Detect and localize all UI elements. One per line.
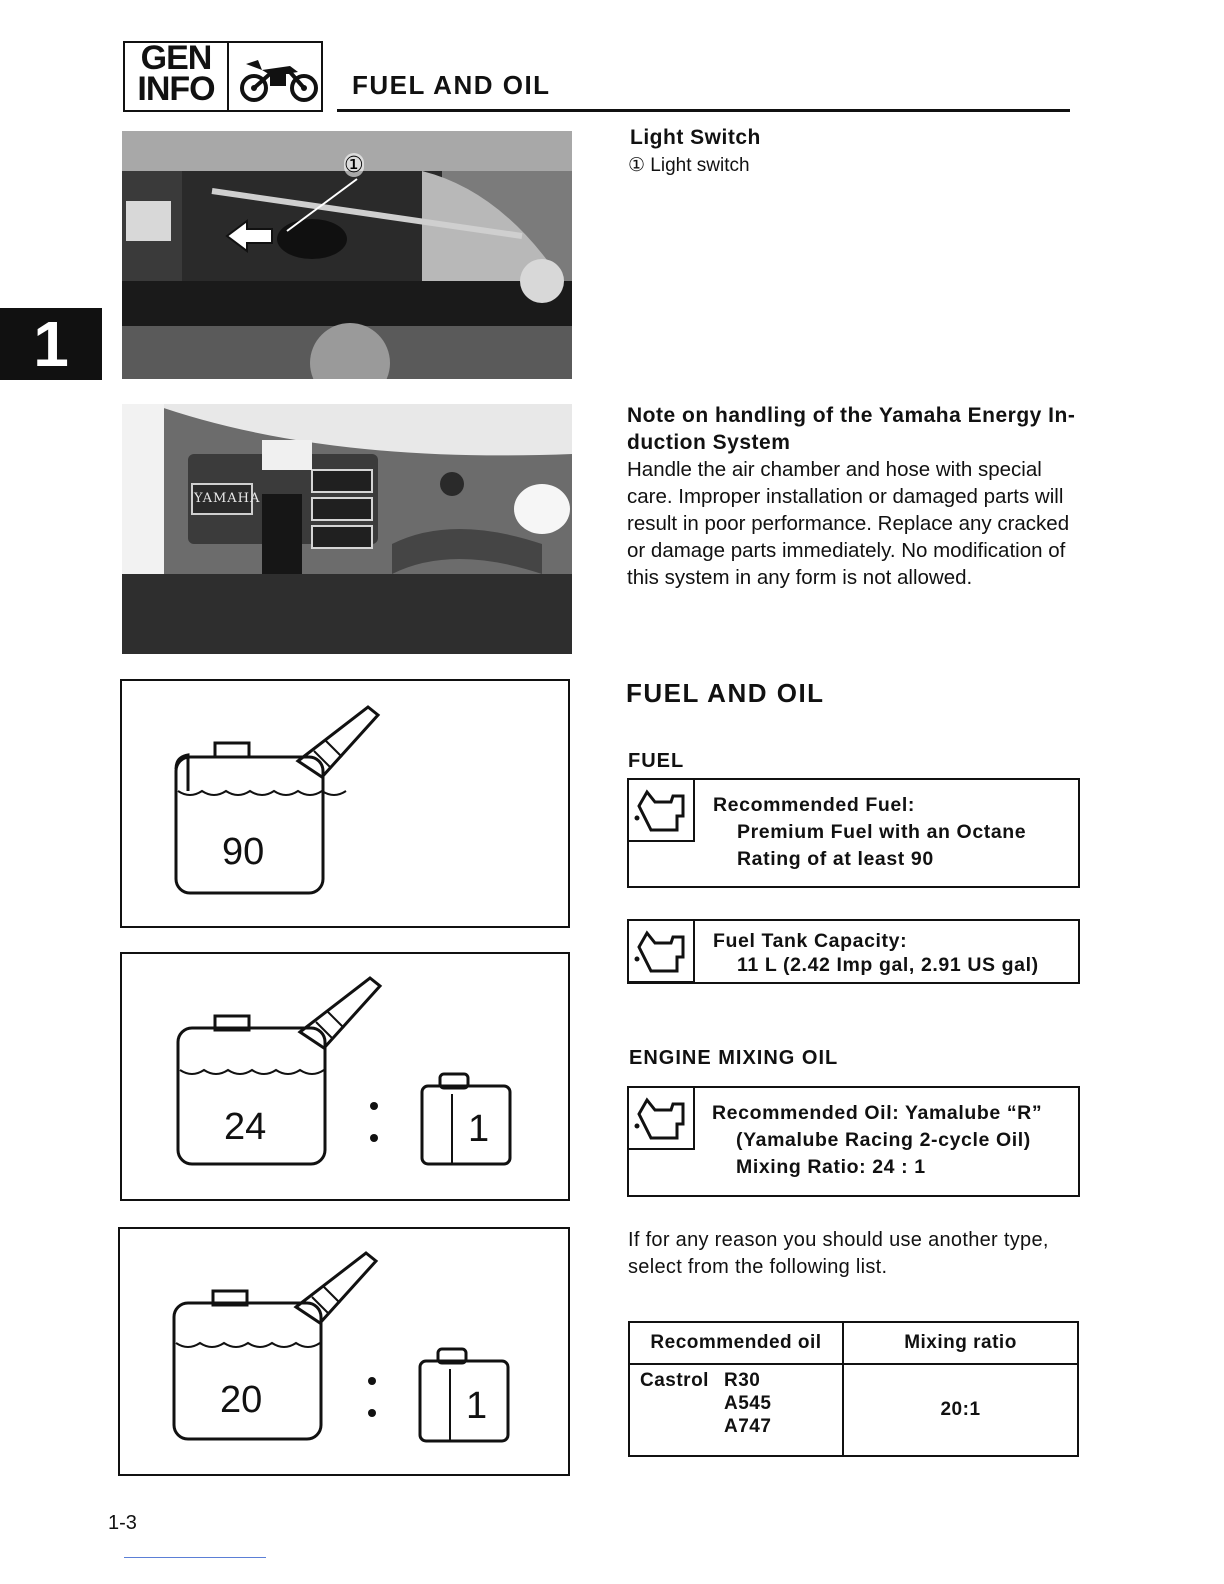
fuel-can-icon [120,1229,568,1474]
yeis-heading-line1: Note on handling of the Yamaha Energy In- [627,404,1076,427]
info-label: INFO [137,70,215,108]
gen-label: GEN [140,39,212,77]
light-switch-photo [122,131,572,379]
header-rule [337,109,1070,112]
alternative-oil-text [628,1227,1049,1281]
yeis-line: this system in any form is not allowed. [627,566,973,589]
yeis-heading-line2: duction System [627,431,791,454]
fuel-ratio-value: 20 [220,1379,263,1421]
oil-can-icon [629,780,695,842]
recommended-fuel-spec [627,778,1080,888]
tank-label: Fuel Tank Capacity: [713,930,908,952]
recommended-oil-table [628,1321,1079,1457]
alt-line1: If for any reason you should use another type, [628,1229,1049,1251]
oil-cell [629,1364,843,1456]
gen-info-label [125,39,229,110]
column-header: Mixing ratio [843,1322,1078,1364]
table-row [629,1364,1078,1456]
yeis-line: result in poor performance. Replace any cracked [627,512,1070,535]
mix-ratio-illustration-24 [120,952,570,1201]
fuel-line1: Premium Fuel with an Octane [737,821,1027,843]
yeis-line: care. Improper installation or damaged parts will [627,485,1064,508]
fuel-ratio-value: 24 [224,1106,267,1148]
yeis-line: or damage parts immediately. No modification of [627,539,1066,562]
oil-can-icon [629,1088,695,1150]
footer-line [124,1557,266,1558]
tank-value: 11 L (2.42 Imp gal, 2.91 US gal) [737,954,1039,976]
oil-can-icon [629,921,695,983]
motorcycle-icon [232,50,322,106]
oil-grade: A545 [724,1393,772,1414]
oil-line3: Mixing Ratio: 24 : 1 [736,1156,926,1178]
oil-grade: R30 [724,1370,761,1391]
table-header-row [629,1322,1078,1364]
fuel-can-icon [122,954,568,1199]
engine-mixing-oil-heading: ENGINE MIXING OIL [629,1047,839,1069]
fuel-can-icon [122,681,568,926]
recommended-oil-spec [627,1086,1080,1197]
yeis-line: Handle the air chamber and hose with special [627,458,1042,481]
alt-line2: select from the following list. [628,1256,888,1278]
callout-number: ① [344,152,364,177]
chapter-tab: 1 [0,308,102,380]
column-header: Recommended oil [629,1322,843,1364]
oil-ratio-value: 1 [468,1108,490,1150]
yeis-photo [122,404,572,654]
fuel-octane-illustration [120,679,570,928]
octane-value: 90 [222,831,265,873]
yeis-note [627,402,1082,591]
page-title: FUEL AND OIL [352,70,551,100]
oil-brand: Castrol [640,1370,709,1391]
light-switch-heading: Light Switch [630,126,761,149]
oil-line1: Recommended Oil: Yamalube “R” [712,1102,1043,1124]
oil-line2: (Yamalube Racing 2-cycle Oil) [736,1129,1031,1151]
oil-ratio-value: 1 [466,1385,488,1427]
fuel-heading: FUEL [628,750,685,772]
fuel-line2: Rating of at least 90 [737,848,934,870]
light-switch-item: ① Light switch [628,155,750,176]
fuel-label: Recommended Fuel: [713,794,915,816]
yamaha-logo: YAMAHA [194,491,261,506]
section-title: FUEL AND OIL [626,678,825,708]
page-number: 1-3 [108,1512,137,1534]
oil-grade: A747 [724,1416,772,1437]
mix-ratio-illustration-20 [118,1227,570,1476]
fuel-tank-capacity-spec [627,919,1080,984]
ratio-cell: 20:1 [843,1364,1078,1456]
